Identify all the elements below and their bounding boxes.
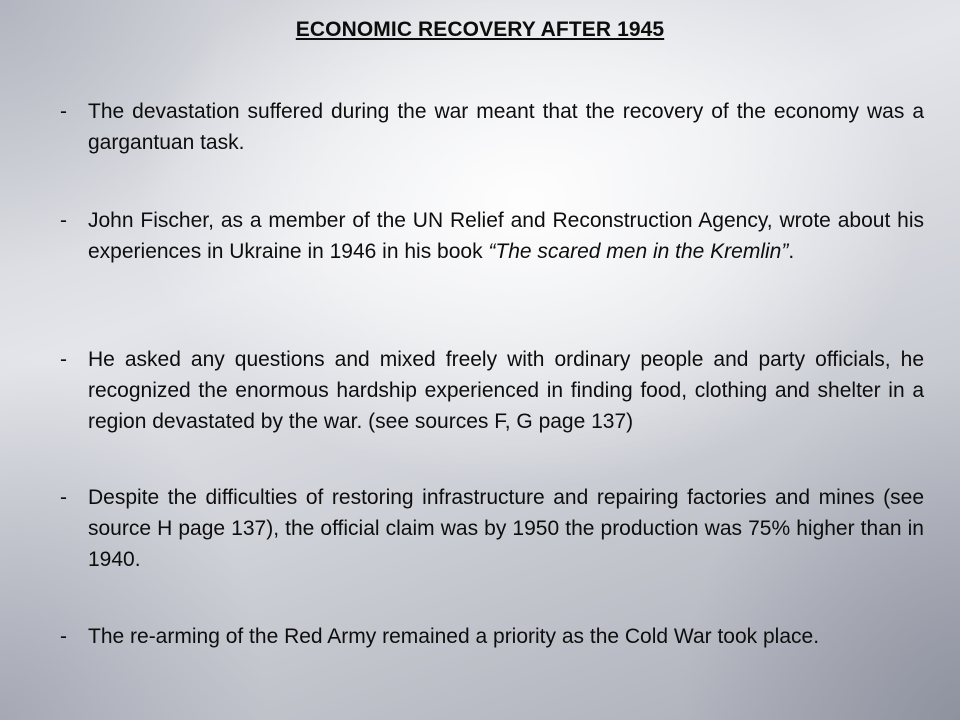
bullet-text-part: . [788, 240, 795, 263]
bullet-marker: - [60, 100, 67, 123]
bullet-text: He asked any questions and mixed freely with ordinary people and party officials, he recognized the enormous hardship experienced in finding food, clothing and shelter in a region devastated by the war. (see sources F, G page 137) [88, 348, 924, 433]
book-title: “The scared men in the Kremlin” [488, 240, 789, 263]
bullet-marker: - [60, 486, 67, 509]
bullet-item [60, 621, 924, 652]
bullet-text: The re-arming of the Red Army remained a priority as the Cold War took place. [88, 625, 820, 648]
bullet-text: Despite the difficulties of restoring infrastructure and repairing factories and mines (see source H page 137), the official claim was by 1950 the production was 75% higher than in 1940. [88, 486, 924, 571]
slide-title: ECONOMIC RECOVERY AFTER 1945 [295, 18, 665, 41]
bullet-item [60, 205, 924, 267]
bullet-marker: - [60, 209, 67, 232]
bullet-marker: - [60, 625, 67, 648]
bullet-text: The devastation suffered during the war meant that the recovery of the economy was a gargantuan task. [88, 100, 924, 154]
bullet-text-part: John Fischer, as a member of the UN Relief and Reconstruction Agency, wrote about his experiences in Ukraine in 1946 in his book [88, 209, 924, 263]
bullet-marker: - [60, 348, 67, 371]
bullet-item [60, 344, 924, 437]
bullet-item [60, 96, 924, 158]
bullet-item [60, 482, 924, 575]
bullet-text [88, 205, 924, 267]
